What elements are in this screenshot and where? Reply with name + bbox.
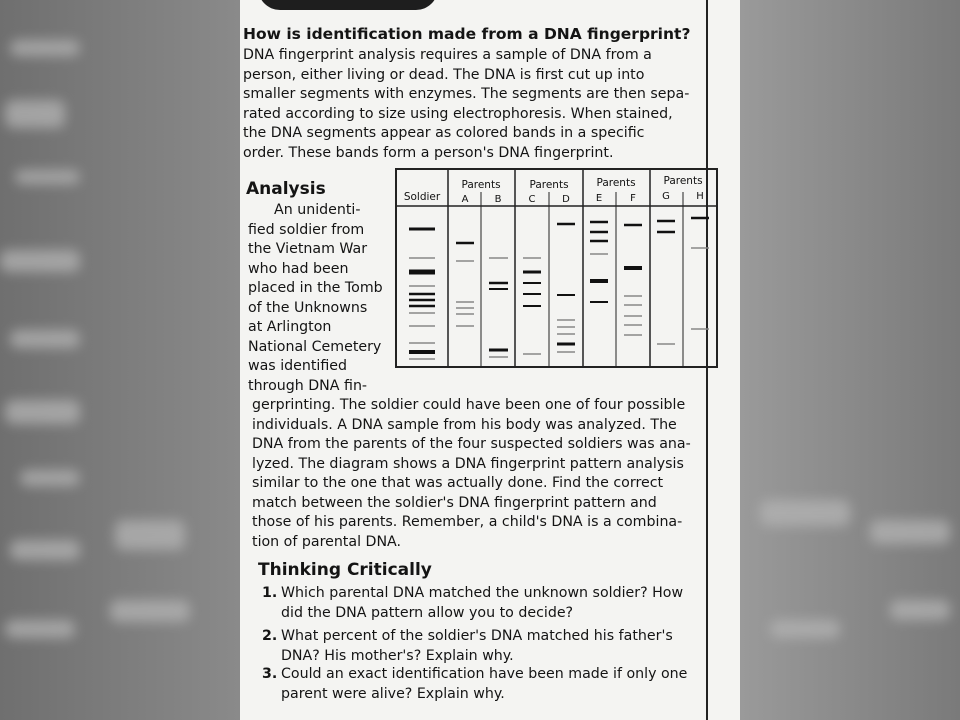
textbook-page <box>240 0 740 720</box>
intro-line: order. These bands form a person's DNA fingerprint. <box>243 144 614 161</box>
question-line: did the DNA pattern allow you to decide? <box>281 604 574 621</box>
analysis-line: match between the soldier's DNA fingerprint pattern and <box>252 494 657 511</box>
parents-label: Parents <box>596 177 636 189</box>
analysis-line: was identified <box>248 358 348 374</box>
parent-a-lane-bands <box>456 243 474 326</box>
question-number: 2. <box>262 628 278 644</box>
parent-g-lane-bands <box>657 221 675 344</box>
intro-line: smaller segments with enzymes. The segments are then sepa- <box>243 86 690 102</box>
lane-label-f: F <box>630 193 636 204</box>
analysis-line: lyzed. The diagram shows a DNA fingerprint pattern analysis <box>252 455 684 472</box>
parents-label: Parents <box>663 175 703 187</box>
analysis-line: through DNA fin- <box>248 377 368 394</box>
section-title: How is identification made from a DNA fingerprint? <box>243 25 691 43</box>
question-number: 3. <box>262 666 278 682</box>
intro-line: person, either living or dead. The DNA is first cut up into <box>243 66 645 83</box>
background-gel-right <box>740 0 960 720</box>
lane-label-c: C <box>528 194 536 205</box>
question-line: Could an exact identification have been made if only one <box>281 666 688 682</box>
intro-line: DNA fingerprint analysis requires a sample of DNA from a <box>243 47 652 63</box>
parent-c-lane-bands <box>523 258 541 354</box>
analysis-line: at Arlington <box>248 319 332 335</box>
lane-label-b: B <box>494 194 502 205</box>
question-1 <box>262 584 683 623</box>
analysis-heading: Analysis <box>246 179 326 199</box>
analysis-line: individuals. A DNA sample from his body was analyzed. The <box>252 416 677 433</box>
question-3 <box>262 665 687 704</box>
analysis-line: DNA from the parents of the four suspected soldiers was ana- <box>252 436 691 452</box>
question-line: parent were alive? Explain why. <box>281 685 505 702</box>
lane-label-d: D <box>562 194 570 205</box>
dna-fingerprint-diagram <box>395 168 718 368</box>
analysis-line: of the Unknowns <box>248 299 368 316</box>
analysis-line: placed in the Tomb <box>248 280 383 296</box>
parents-label: Parents <box>529 179 569 191</box>
thinking-heading: Thinking Critically <box>258 560 432 580</box>
question-line: What percent of the soldier's DNA matched his father's <box>281 628 673 644</box>
parent-f-lane-bands <box>624 225 642 335</box>
page-header-tab <box>258 0 438 10</box>
analysis-line: who had been <box>248 260 349 277</box>
background-gel-left <box>0 0 240 720</box>
lane-label-a: A <box>461 194 469 205</box>
soldier-lane-bands <box>409 229 435 359</box>
question-line: Which parental DNA matched the unknown soldier? How <box>281 585 684 601</box>
parents-label: Parents <box>461 179 501 191</box>
lane-label-h: H <box>696 191 704 202</box>
analysis-line: fied soldier from <box>248 221 365 238</box>
parent-d-lane-bands <box>557 224 575 352</box>
parent-e-lane-bands <box>590 222 608 302</box>
parent-h-lane-bands <box>691 218 709 329</box>
parent-b-lane-bands <box>489 258 508 357</box>
question-2 <box>262 627 673 666</box>
analysis-line: the Vietnam War <box>248 241 368 257</box>
lane-label-g: G <box>662 191 670 202</box>
intro-line: the DNA segments appear as colored bands in a specific <box>243 125 645 141</box>
analysis-line: gerprinting. The soldier could have been one of four possible <box>252 397 686 413</box>
analysis-line: An unidenti- <box>274 202 361 218</box>
analysis-line: similar to the one that was actually done. Find the correct <box>252 475 664 491</box>
intro-paragraph <box>243 46 689 163</box>
soldier-label: Soldier <box>403 191 441 203</box>
question-line: DNA? His mother's? Explain why. <box>281 647 514 664</box>
intro-line: rated according to size using electrophoresis. When stained, <box>243 105 673 122</box>
analysis-line: those of his parents. Remember, a child's DNA is a combina- <box>252 514 683 530</box>
analysis-line: tion of parental DNA. <box>252 533 402 550</box>
lane-label-e: E <box>595 193 603 204</box>
analysis-narrow-text <box>248 201 383 396</box>
question-number: 1. <box>262 585 278 601</box>
analysis-line: National Cemetery <box>248 338 382 355</box>
analysis-wide-text <box>252 396 691 552</box>
